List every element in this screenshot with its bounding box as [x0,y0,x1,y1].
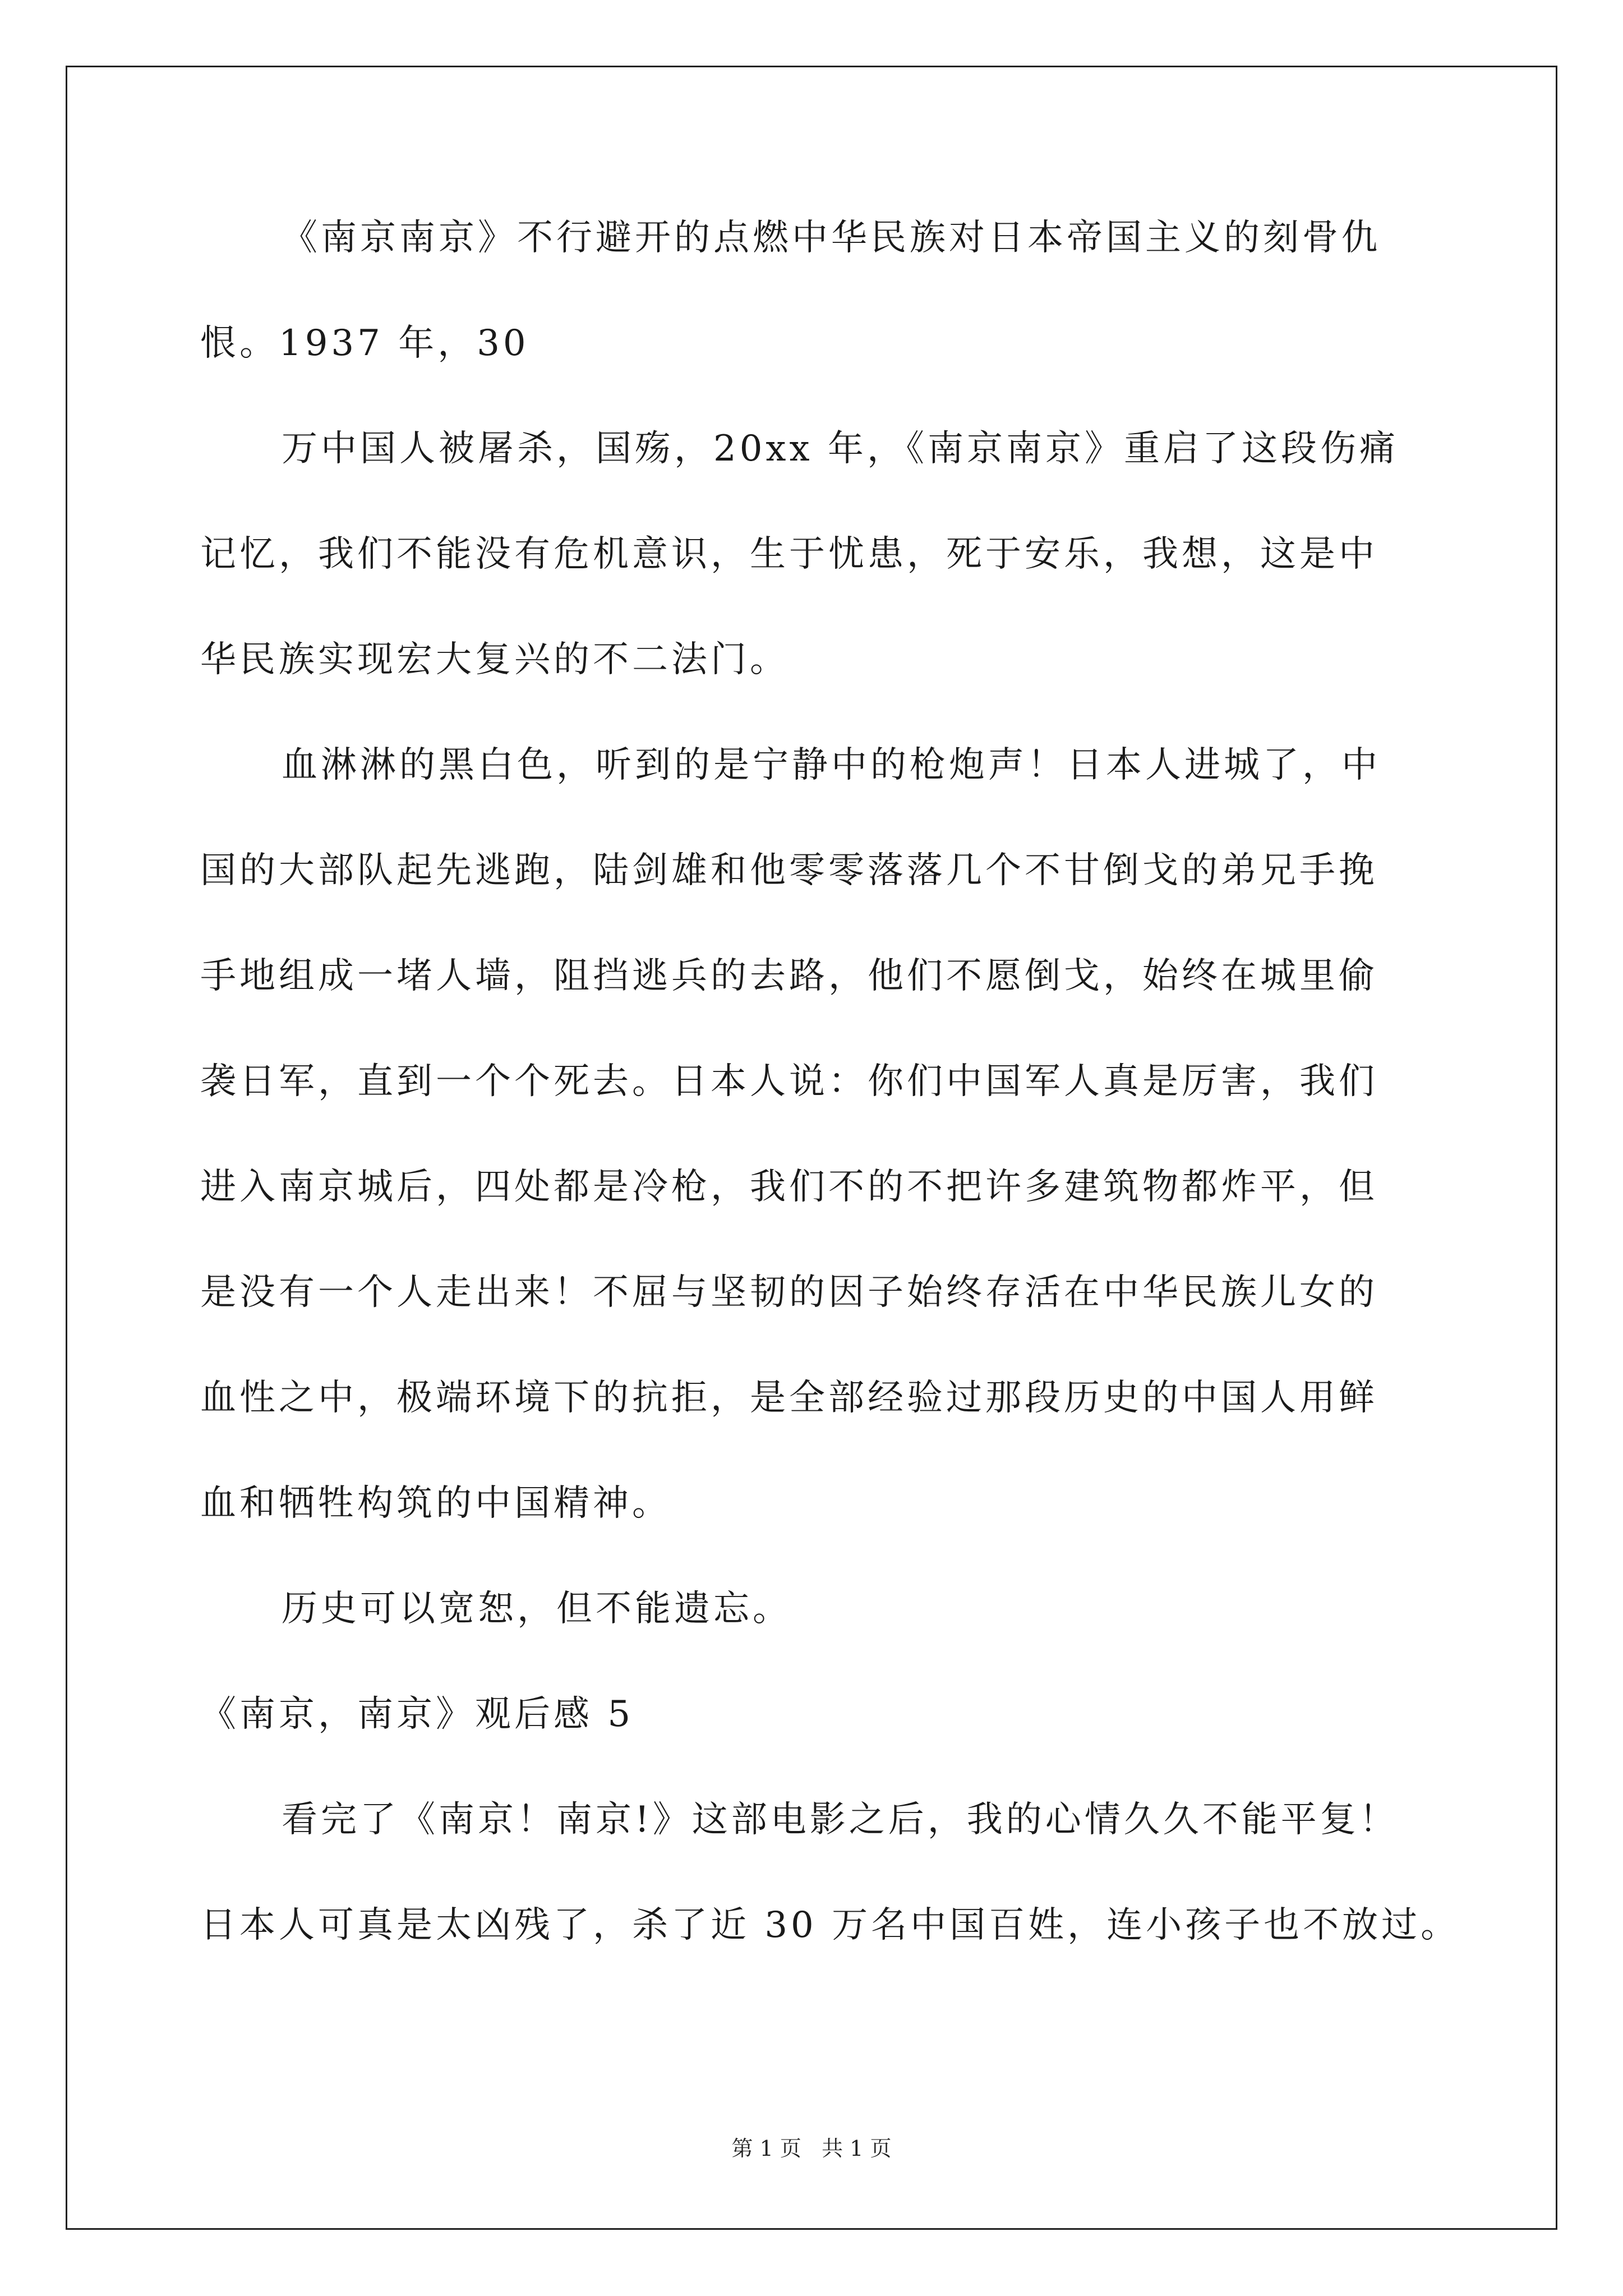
paragraph-line: 记忆，我们不能没有危机意识，生于忧患，死于安乐，我想，这是中 [200,533,1378,575]
paragraph-line: 血和牺牲构筑的中国精神。 [200,1483,671,1524]
paragraph-line: 袭日军，直到一个个死去。日本人说：你们中国军人真是厉害，我们 [200,1061,1378,1102]
paragraph-line: 恨。1937 年，30 [200,323,529,364]
paragraph-line: 日本人可真是太凶残了，杀了近 30 万名中国百姓，连小孩子也不放过。 [200,1904,1460,1946]
paragraph-line: 手地组成一堵人墙，阻挡逃兵的去路，他们不愿倒戈，始终在城里偷 [200,955,1378,997]
paragraph-line: 《南京南京》不行避开的点燃中华民族对日本帝国主义的刻骨仇 [282,217,1381,259]
paragraph-line: 历史可以宽恕，但不能遗忘。 [282,1588,792,1630]
paragraph-line: 血淋淋的黑白色，听到的是宁静中的枪炮声！日本人进城了，中 [282,744,1381,786]
paragraph-line: 血性之中，极端环境下的抗拒，是全部经验过那段历史的中国人用鲜 [200,1377,1378,1419]
paragraph-line: 万中国人被屠杀，国殇，20xx 年，《南京南京》重启了这段伤痛 [282,428,1399,470]
paragraph-line: 进入南京城后，四处都是冷枪，我们不的不把许多建筑物都炸平，但 [200,1166,1378,1208]
paragraph-line: 国的大部队起先逃跑，陆剑雄和他零零落落几个不甘倒戈的弟兄手挽 [200,850,1378,891]
section-heading: 《南京，南京》观后感 5 [200,1694,634,1735]
paragraph-line: 看完了《南京！南京!》这部电影之后，我的心情久久不能平复！ [282,1799,1399,1841]
paragraph-line: 是没有一个人走出来！不屈与坚韧的因子始终存活在中华民族儿女的 [200,1272,1378,1313]
page-footer: 第 1 页 共 1 页 [731,2136,892,2161]
paragraph-line: 华民族实现宏大复兴的不二法门。 [200,639,789,680]
